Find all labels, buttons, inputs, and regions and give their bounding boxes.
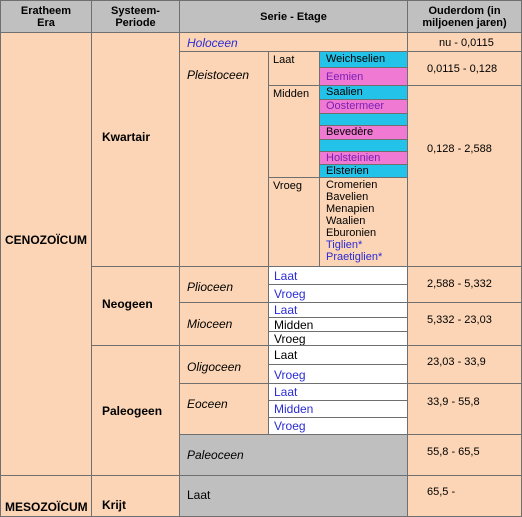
series-krijt-laat-cell (179, 475, 408, 517)
era-cenozoicum-cell (0, 32, 92, 476)
stage-eemien (319, 67, 408, 86)
stage-elsterien-label: Elsterien (326, 165, 369, 177)
age-krijt-label: 65,5 - (427, 486, 456, 498)
header-ouderdom: Ouderdom (in miljoenen jaren) (407, 0, 522, 33)
age-holoceen (407, 32, 522, 52)
period-kwartair-cell (91, 32, 180, 267)
stage-oostermeer (319, 99, 408, 114)
series-pleistoceen-cell (179, 51, 269, 267)
plioceen-laat-label: Laat (274, 269, 298, 283)
era-mesozoicum-label: MESOZOÏCUM (5, 500, 88, 514)
age-mioceen-label: 5,332 - 23,03 (427, 314, 492, 326)
stage-bevedere-label: Bevedère (326, 126, 374, 138)
series-mioceen-label: Mioceen (187, 317, 233, 331)
period-neogeen-cell (91, 266, 180, 346)
series-paleoceen-label: Paleoceen (187, 448, 244, 462)
mioceen-vroeg (268, 331, 408, 346)
series-paleoceen-cell (179, 434, 408, 476)
stage-vroeg-list (319, 177, 408, 267)
series-holoceen-label: Holoceen (187, 36, 238, 50)
stage-weichselien (319, 51, 408, 68)
age-holoceen-label: nu - 0,0115 (439, 37, 494, 49)
stage-bavelien: Bavelien (326, 191, 369, 203)
age-oligoceen-label: 23,03 - 33,9 (427, 356, 486, 368)
series-pleistoceen-label: Pleistoceen (187, 68, 250, 82)
series-oligoceen-label: Oligoceen (187, 360, 242, 374)
mioceen-laat (268, 302, 408, 318)
oligoceen-vroeg-label: Vroeg (274, 368, 306, 382)
sub-laat-pleist (268, 51, 320, 86)
mioceen-laat-label: Laat (274, 303, 298, 317)
period-neogeen-label: Neogeen (102, 297, 153, 311)
header-periode: Systeem- Periode (91, 0, 180, 33)
stage-elsterien (319, 164, 408, 178)
age-krijt (407, 475, 522, 517)
series-eoceen-label: Eoceen (187, 397, 228, 411)
stage-tiglien: Tiglien* (326, 239, 363, 251)
stage-cromerien: Cromerien (326, 179, 378, 191)
period-kwartair-label: Kwartair (102, 130, 151, 144)
age-plioceen (407, 266, 522, 303)
age-plioceen-label: 2,588 - 5,332 (427, 278, 492, 290)
header-serie: Serie - Etage (179, 0, 408, 33)
series-eoceen-cell (179, 383, 269, 435)
sub-midden-pleist (268, 85, 320, 178)
eoceen-laat-label: Laat (274, 385, 298, 399)
stage-eburonien: Eburonien (326, 227, 377, 239)
age-laat-pleist (407, 51, 522, 86)
plioceen-laat (268, 266, 408, 285)
stage-praetiglien: Praetiglien* (326, 251, 383, 263)
stage-vroeg-entries (326, 179, 382, 263)
plioceen-vroeg (268, 284, 408, 303)
stage-waalien: Waalien (326, 215, 366, 227)
sub-vroeg-pleist (268, 177, 320, 267)
plioceen-vroeg-label: Vroeg (274, 287, 306, 301)
series-holoceen-cell (179, 32, 408, 52)
series-plioceen-label: Plioceen (187, 280, 234, 294)
stage-bevedere (319, 125, 408, 140)
mioceen-midden-label: Midden (274, 318, 314, 332)
stage-oostermeer-label: Oostermeer (326, 100, 385, 112)
age-oligoceen (407, 345, 522, 384)
stage-saalien (319, 85, 408, 100)
stage-eemien-label: Eemien (326, 71, 364, 83)
stage-holsteinien-label: Holsteinien (326, 152, 381, 164)
period-krijt-label: Krijt (102, 498, 126, 512)
stage-weichselien-label: Weichselien (326, 53, 386, 65)
header-era: Eratheem Era (0, 0, 92, 33)
mioceen-vroeg-label: Vroeg (274, 332, 306, 346)
series-plioceen-cell (179, 266, 269, 303)
period-paleogeen-label: Paleogeen (102, 404, 163, 418)
sub-vroeg-pleist-label: Vroeg (273, 180, 302, 192)
period-krijt-cell (91, 475, 180, 517)
period-paleogeen-cell (91, 345, 180, 476)
eoceen-vroeg-label: Vroeg (274, 419, 306, 433)
era-cenozoicum-label: CENOZOÏCUM (5, 233, 87, 247)
oligoceen-laat (268, 345, 408, 365)
sub-midden-pleist-label: Midden (273, 88, 310, 100)
stage-holsteinien (319, 151, 408, 165)
sub-laat-pleist-label: Laat (273, 54, 295, 66)
age-midden-pleist-label: 0,128 - 2,588 (427, 143, 492, 155)
series-krijt-laat-label: Laat (187, 488, 211, 502)
stage-menapien: Menapien (326, 203, 375, 215)
series-mioceen-cell (179, 302, 269, 346)
age-midden-pleist (407, 85, 522, 267)
eoceen-laat (268, 383, 408, 401)
age-paleoceen-label: 55,8 - 65,5 (427, 446, 480, 458)
eoceen-midden-label: Midden (274, 402, 314, 416)
age-paleoceen (407, 434, 522, 476)
age-laat-pleist-label: 0,0115 - 0,128 (427, 63, 498, 75)
oligoceen-vroeg (268, 364, 408, 384)
mioceen-midden (268, 317, 408, 332)
age-mioceen (407, 302, 522, 346)
eoceen-midden (268, 400, 408, 418)
age-eoceen (407, 383, 522, 435)
series-oligoceen-cell (179, 345, 269, 384)
era-mesozoicum-cell (0, 475, 92, 517)
oligoceen-laat-label: Laat (274, 348, 298, 362)
stage-saalien-label: Saalien (326, 86, 363, 98)
age-eoceen-label: 33,9 - 55,8 (427, 396, 480, 408)
eoceen-vroeg (268, 417, 408, 435)
